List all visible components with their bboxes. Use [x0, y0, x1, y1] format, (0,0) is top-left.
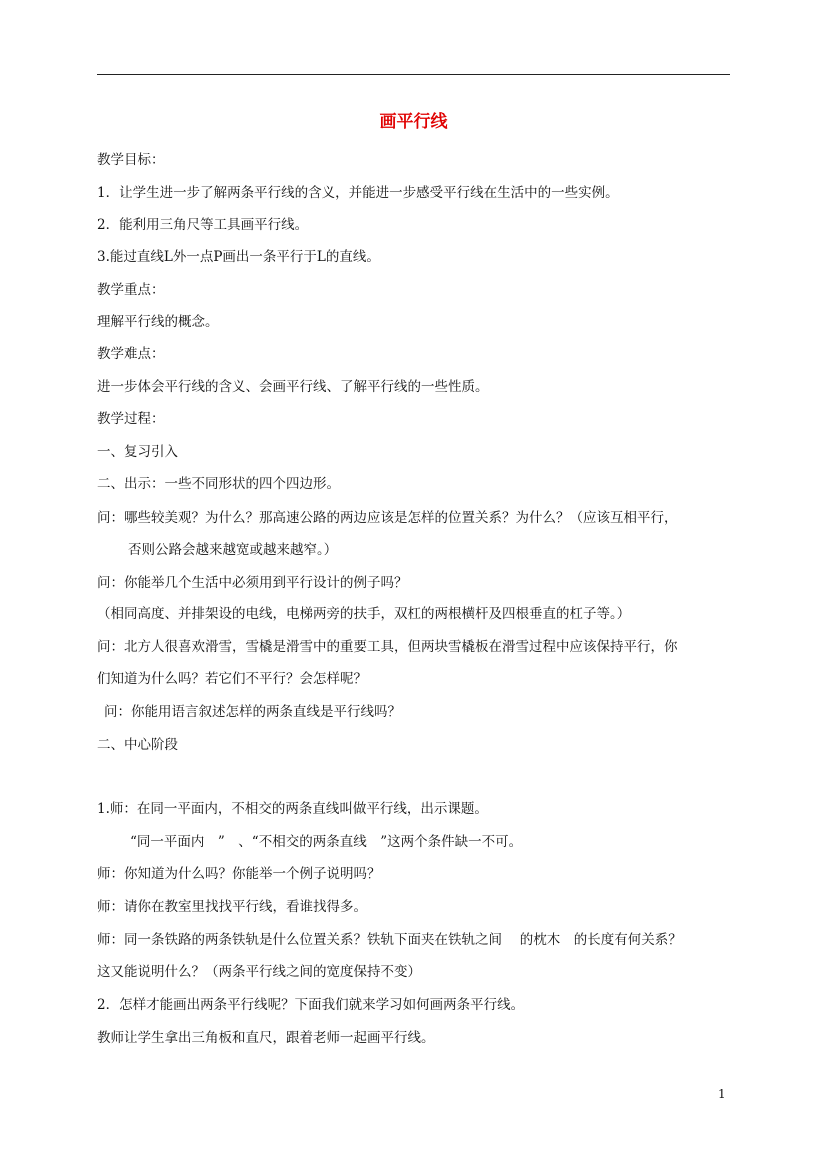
text-line: （相同高度、并排架设的电线，电梯两旁的扶手，双杠的两根横杆及四根垂直的杠子等。）: [97, 606, 631, 622]
text-line: 教师让学生拿出三角板和直尺，跟着老师一起画平行线。: [97, 1030, 435, 1046]
text-line: 二、出示：一些不同形状的四个四边形。: [97, 476, 340, 492]
text-line: 这又能说明什么？（两条平行线之间的宽度保持不变）: [97, 964, 421, 980]
text-line: 问：你能用语言叙述怎样的两条直线是平行线吗？: [104, 704, 401, 720]
text-line: 3.能过直线L外一点P画出一条平行于L的直线。: [97, 249, 380, 265]
page-number: 1: [718, 1087, 726, 1101]
header-rule: [97, 74, 730, 75]
text-line: 二、中心阶段: [97, 737, 178, 753]
text-line: 1．让学生进一步了解两条平行线的含义，并能进一步感受平行线在生活中的一些实例。: [97, 185, 619, 201]
text-line: 教学过程：: [97, 411, 165, 427]
text-line: 教学目标：: [97, 152, 165, 168]
document-title: 画平行线: [379, 112, 448, 132]
text-line: 理解平行线的概念。: [97, 314, 219, 330]
text-line: 们知道为什么吗？若它们不平行？会怎样呢？: [97, 671, 367, 687]
text-line: 问：你能举几个生活中必须用到平行设计的例子吗？: [97, 575, 408, 591]
text-line: 师：你知道为什么吗？你能举一个例子说明吗？: [97, 866, 381, 882]
text-line: 2．怎样才能画出两条平行线呢？下面我们就来学习如何画两条平行线。: [97, 997, 525, 1013]
text-line: “同一平面内 ” 、“不相交的两条直线 ”这两个条件缺一不可。: [130, 834, 523, 850]
text-line: 问：哪些较美观？为什么？那高速公路的两边应该是怎样的位置关系？为什么？（应该互相平行，: [97, 510, 678, 526]
text-line: 教学难点：: [97, 346, 165, 362]
text-line: 1.师：在同一平面内，不相交的两条直线叫做平行线，出示课题。: [97, 801, 488, 817]
text-line: 否则公路会越来越宽或越来越窄。）: [128, 542, 338, 558]
text-line: 2．能利用三角尺等工具画平行线。: [97, 217, 309, 233]
text-line: 一、复习引入: [97, 444, 178, 460]
text-line: 教学重点：: [97, 282, 165, 298]
text-line: 问：北方人很喜欢滑雪，雪橇是滑雪中的重要工具，但两块雪橇板在滑雪过程中应该保持平行，你: [97, 639, 678, 655]
text-line: 师：同一条铁路的两条铁轨是什么位置关系？铁轨下面夹在铁轨之间 的枕木 的长度有何关系？: [97, 932, 682, 948]
text-line: 师：请你在教室里找找平行线，看谁找得多。: [97, 899, 367, 915]
text-line: 进一步体会平行线的含义、会画平行线、了解平行线的一些性质。: [97, 379, 489, 395]
